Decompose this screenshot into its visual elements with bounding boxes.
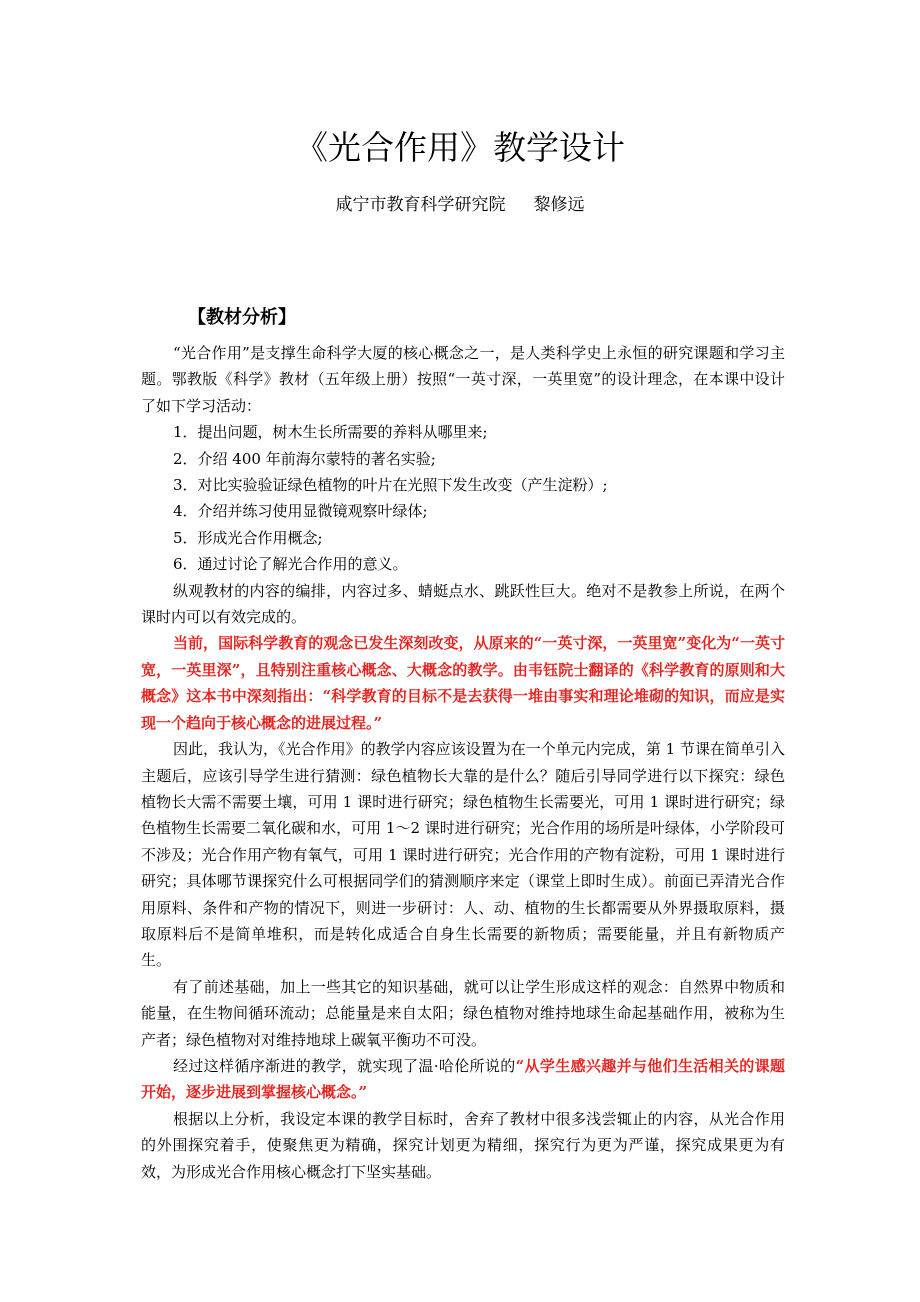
quote-lead-text: 经过这样循序渐进的教学，就实现了温·哈伦所说的 xyxy=(173,1056,516,1075)
activity-item: 2．介绍 400 年前海尔蒙特的著名实验; xyxy=(173,449,436,468)
paragraph-intro: “光合作用”是支撑生命科学大厦的核心概念之一，是人类科学史上永恒的研究课题和学习主题。鄂教版《科学》教材（五年级上册）按照“一英寸深，一英里宽”的设计理念，在本课中设计了如下学习活动： xyxy=(141,344,785,415)
document-title: 《光合作用》教学设计 xyxy=(295,128,625,167)
paragraph-emphasis: 当前，国际科学教育的观念已发生深刻改变，从原来的“一英寸深，一英里宽”变化为“一英寸宽，一英里深”，且特别注重核心概念、大概念的教学。由韦钰院士翻译的《科学教育的原则和大概念》这本书中深刻指出：“科学教育的目标不是去获得一堆由事实和理论堆砌的知识，而应是实现一个趋向于核心概念的进展过程。” xyxy=(141,634,785,732)
activity-item: 1．提出问题，树木生长所需要的养料从哪里来; xyxy=(173,423,488,442)
activity-item: 3．对比实验验证绿色植物的叶片在光照下发生改变（产生淀粉）; xyxy=(173,476,608,495)
paragraph-quote xyxy=(141,1053,785,1106)
activity-item: 4．介绍并练习使用显微镜观察叶绿体; xyxy=(173,502,428,521)
paragraph-overview: 纵观教材的内容的编排，内容过多、蜻蜓点水、跳跃性巨大。绝对不是教参上所说，在两个课时内可以有效完成的。 xyxy=(141,581,785,627)
author-line xyxy=(0,190,920,220)
author-organization: 咸宁市教育科学研究院 xyxy=(335,195,506,215)
paragraph-conclusion: 根据以上分析，我设定本课的教学目标时，舍弃了教材中很多浅尝辄止的内容，从光合作用的外围探究着手，使聚焦更为精确，探究计划更为精细，探究行为更为严谨，探究成果更为有效，为形成光合作用核心概念打下坚实基础。 xyxy=(141,1109,785,1181)
author-name: 黎修远 xyxy=(533,195,585,215)
activity-item: 5．形成光合作用概念; xyxy=(173,528,323,547)
paragraph-unit-plan: 因此，我认为，《光合作用》的教学内容应该设置为在一个单元内完成，第 1 节课在简单引入主题后，应该引导学生进行猜测：绿色植物长大靠的是什么？随后引导同学进行以下探究：绿色植物长大需不需要土壤，可用 1 课时进行研究；绿色植物生长需要光，可用 1 课时进行研究；绿色植物生长需要二氧化碳和水，可用 1～2 课时进行研究；光合作用的场所是叶绿体，小学阶段可不涉及；光合作用产物有氧气，可用 1 课时进行研究；光合作用的产物有淀粉，可用 1 课时进行研究；具体哪节课探究什么可根据同学们的猜测顺序来定（课堂上即时生成）。前面已弄清光合作用原料、条件和产物的情况下，则进一步研讨：人、动、植物的生长都需要从外界摄取原料，摄取原料后不是简单堆积，而是转化成适合自身生长需要的新物质；需要能量，并且有新物质产生。 xyxy=(141,740,785,970)
paragraph-concepts: 有了前述基础，加上一些其它的知识基础，就可以让学生形成这样的观念：自然界中物质和能量，在生物间循环流动；总能量是来自太阳；绿色植物对维持地球生命起基础作用，被称为生产者；绿色植物对对维持地球上碳氧平衡功不可没。 xyxy=(141,977,785,1049)
quote-emphasis-text: “从学生感兴趣并与他们生活相关的课题开始，逐步进展到掌握核心概念。” xyxy=(141,1056,785,1102)
activity-item: 6．通过讨论了解光合作用的意义。 xyxy=(173,555,408,574)
document-body xyxy=(141,340,785,1185)
section-heading: 【教材分析】 xyxy=(188,307,296,328)
